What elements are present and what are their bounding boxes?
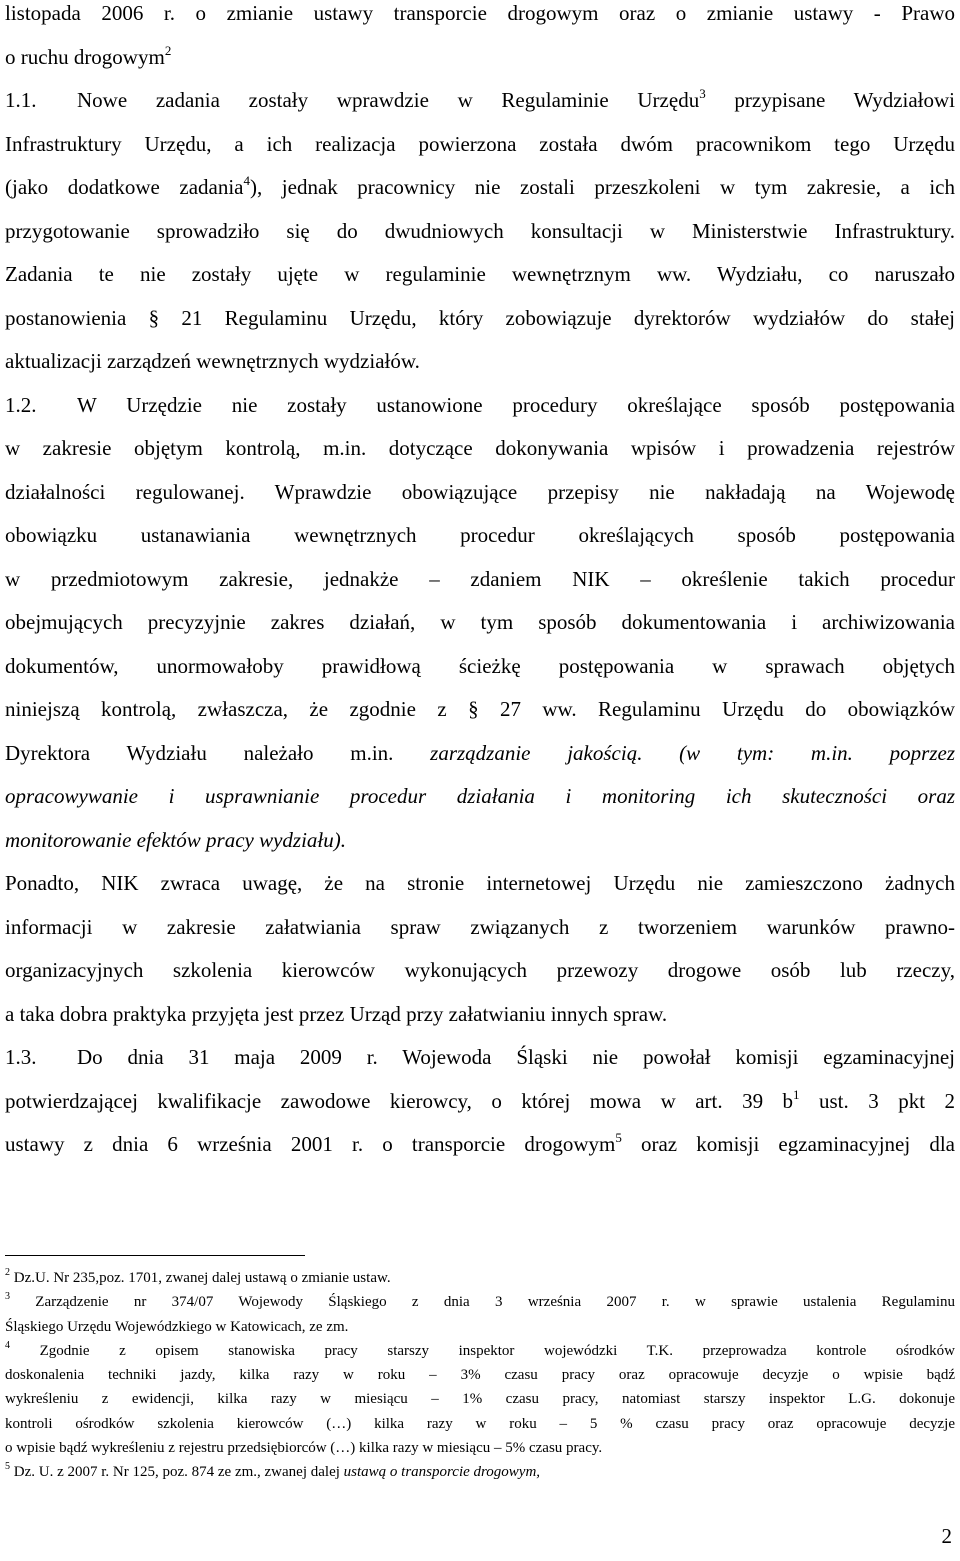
footnote-line: o wpisie bądź wykreśleniu z rejestru przedsiębiorców (…) kilka razy w miesiącu – 5% czasu pracy. [5, 1440, 603, 1457]
footnote-number: 2 [5, 1267, 10, 1278]
footnote-line [5, 1290, 955, 1314]
section-1-2-heading-line [5, 384, 955, 428]
italic-span: opracowywanie i usprawnianie procedur działania i monitoring ich skuteczności oraz [5, 784, 955, 808]
text-line: organizacyjnych szkolenia kierowców wykonujących przewozy drogowe osób lub rzeczy, [5, 958, 955, 982]
text-line: aktualizacji zarządzeń wewnętrznych wydziałów. [5, 349, 420, 373]
text-line [5, 1080, 955, 1124]
footnote-line: doskonalenia techniki jazdy, kilka razy w roku – 3% czasu pracy oraz opracowuje decyzje o wpisie bądź [5, 1367, 955, 1384]
superscript: 1 [793, 1086, 800, 1102]
footnote-ref: 2 [164, 42, 172, 58]
text-line [5, 819, 955, 863]
footnote-line [5, 1266, 955, 1290]
footnote-text: Dz. U. z 2007 r. Nr 125, poz. 874 ze zm., zwanej dalej [10, 1464, 344, 1481]
text-line: działalności regulowanej. Wprawdzie obowiązujące przepisy nie nakładają na Wojewodę [5, 479, 955, 504]
text-line: Infrastruktury Urzędu, a ich realizacja powierzona została dwóm pracownikom tego Urzędu [5, 131, 955, 156]
text-line: niniejszą kontrolą, zwłaszcza, że zgodnie z § 27 ww. Regulaminu Urzędu do obowiązków [5, 697, 955, 721]
text-line: Zadania te nie zostały ujęte w regulaminie wewnętrznym ww. Wydziału, co naruszało [5, 262, 955, 286]
text-line: informacji w zakresie załatwiania spraw związanych z tworzeniem warunków prawno- [5, 914, 955, 939]
text-span: Dyrektora Wydziału należało m.in. [5, 740, 431, 765]
footnote-line: kontroli ośrodków szkolenia kierowców (…) kilka razy w roku – 5 % czasu pracy oraz opracowuje decyzje [5, 1415, 955, 1432]
page-number: 2 [941, 1524, 952, 1548]
footnote-text: Zarządzenie nr 374/07 Wojewody Śląskiego z dnia 3 września 2007 r. w sprawie ustalenia Regulaminu [10, 1294, 955, 1311]
text-line: Ponadto, NIK zwraca uwagę, że na stronie internetowej Urzędu nie zamieszczono żadnych [5, 871, 955, 895]
footnote-number: 4 [5, 1339, 10, 1351]
footnote-line [5, 1460, 955, 1484]
text-span: ), jednak pracownicy nie zostali przeszkoleni w tym zakresie, a ich [250, 175, 955, 199]
footnote-ref: 4 [243, 173, 250, 188]
footnote-line: wykreśleniu z ewidencji, kilka razy w miesiącu – 1% czasu pracy, natomiast starszy inspektor L.G. dokonuje [5, 1391, 955, 1408]
text-line [5, 166, 955, 210]
text-line: dokumentów, unormowałoby prawidłową ścieżkę postępowania w sprawach objętych [5, 653, 955, 678]
text-line: w przedmiotowym zakresie, jednakże – zdaniem NIK – określenie takich procedur [5, 566, 955, 591]
footnote-line [5, 1339, 955, 1363]
footnote-separator [5, 1255, 305, 1256]
section-number: 1.1. [5, 88, 37, 112]
text-line [5, 775, 955, 819]
text-line [5, 732, 955, 776]
text-span: ust. 3 pkt 2 [799, 1088, 955, 1113]
footnote-ref: 3 [699, 86, 706, 101]
section-1-1-heading-line [5, 79, 955, 123]
text-span: o ruchu drogowym [5, 44, 165, 69]
text-span: ustawy z dnia 6 września 2001 r. o transporcie drogowym [5, 1132, 616, 1156]
text-span: oraz komisji egzaminacyjnej dla [621, 1132, 955, 1156]
footnote-text: Zgodnie z opisem stanowiska pracy starszy inspektor wojewódzki T.K. przeprowadza kontrole ośrodków [10, 1342, 955, 1359]
italic-span: ustawą o transporcie drogowym, [343, 1464, 541, 1481]
italic-span: zarządzanie jakością. (w tym: m.in. poprzez [430, 740, 955, 765]
text-span: Do dnia 31 maja 2009 r. Wojewoda Śląski nie powołał komisji egzaminacyjnej [77, 1045, 955, 1069]
text-line: w zakresie objętym kontrolą, m.in. dotyczące dokonywania wpisów i prowadzenia rejestrów [5, 436, 955, 460]
text-line [5, 1123, 955, 1167]
section-1-3-heading-line [5, 1036, 955, 1080]
text-line: listopada 2006 r. o zmianie ustawy transporcie drogowym oraz o zmianie ustawy - Prawo [5, 1, 955, 25]
text-line: obejmujących precyzyjnie zakres działań, w tym sposób dokumentowania i archiwizowania [5, 610, 955, 634]
section-number: 1.2. [5, 392, 37, 417]
footnote-number: 5 [5, 1461, 10, 1473]
text-span: Nowe zadania zostały wprawdzie w Regulaminie Urzędu [77, 88, 700, 112]
text-span: (jako dodatkowe zadania [5, 175, 244, 199]
text-line: przygotowanie sprowadziło się do dwudniowych konsultacji w Ministerstwie Infrastruktury. [5, 218, 955, 243]
text-span: potwierdzającej kwalifikacje zawodowe kierowcy, o której mowa w art. 39 b [5, 1088, 794, 1113]
text-line: postanowienia § 21 Regulaminu Urzędu, który zobowiązuje dyrektorów wydziałów do stałej [5, 305, 955, 330]
footnote-number: 3 [5, 1291, 10, 1303]
footnote-ref: 5 [615, 1130, 622, 1145]
footnotes [5, 1266, 955, 1485]
text-span: W Urzędzie nie zostały ustanowione procedury określające sposób postępowania [77, 392, 955, 417]
footnote-text: Dz.U. Nr 235,poz. 1701, zwanej dalej ustawą o zmianie ustaw. [10, 1270, 391, 1286]
text-line: obowiązku ustanawiania wewnętrznych procedur określających sposób postępowania [5, 523, 955, 547]
text-span: przypisane Wydziałowi [705, 88, 956, 112]
text-line: a taka dobra praktyka przyjęta jest przez Urząd przy załatwianiu innych spraw. [5, 1001, 668, 1026]
document-body [5, 0, 955, 1167]
italic-span: monitorowanie efektów pracy wydziału). [5, 827, 347, 852]
section-number: 1.3. [5, 1045, 37, 1069]
text-line [5, 36, 955, 80]
footnote-line: Śląskiego Urzędu Wojewódzkiego w Katowicach, ze zm. [5, 1318, 349, 1335]
